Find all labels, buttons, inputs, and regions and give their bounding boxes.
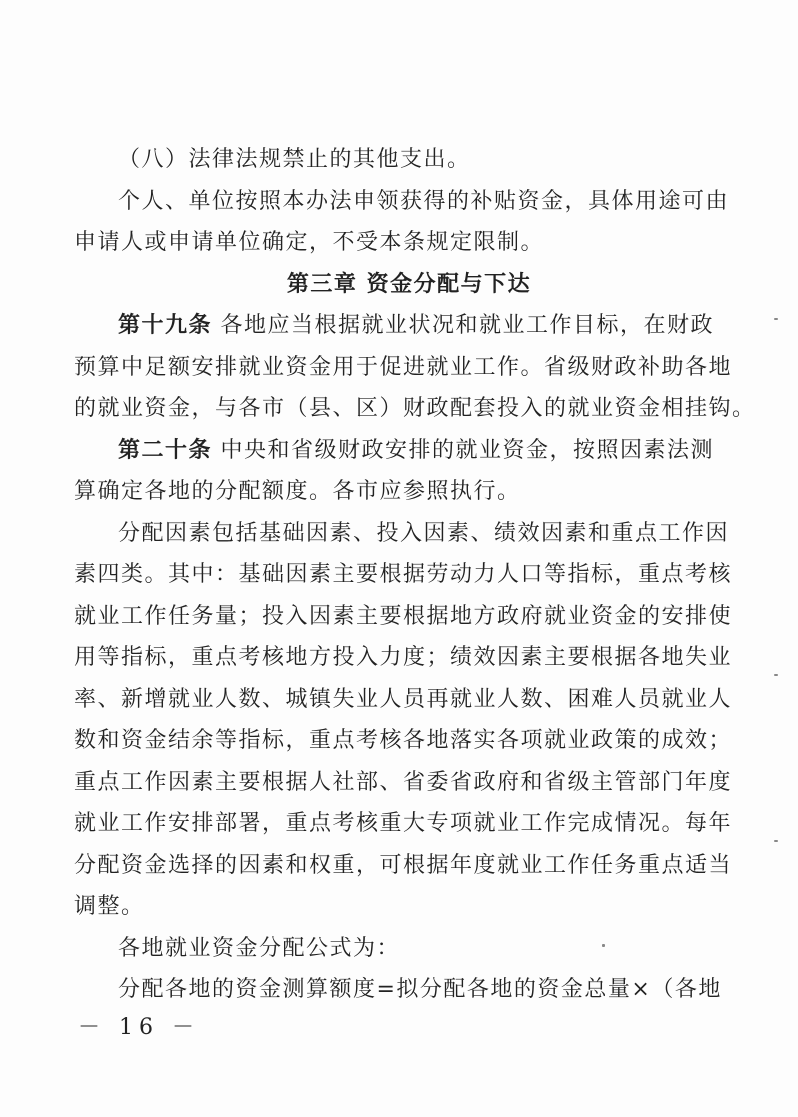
text-line-19: 调整。 [74, 894, 145, 919]
text-line-13: 用等指标，重点考核地方投入力度；绩效因素主要根据各地失业 [74, 645, 733, 670]
text-line-1: （八）法律法规禁止的其他支出。 [118, 147, 471, 172]
article-19-text: 各地应当根据就业状况和就业工作目标，在财政 [212, 313, 715, 338]
text-line-6: 预算中足额安排就业资金用于促进就业工作。省级财政补助各地 [74, 354, 733, 380]
article-20-title: 第二十条 [118, 437, 213, 463]
text-line-12: 就业工作任务量；投入因素主要根据地方政府就业资金的安排使 [74, 603, 733, 629]
scan-speck-3 [774, 840, 778, 842]
scan-speck-4 [602, 944, 605, 947]
text-line-15: 数和资金结余等指标，重点考核各地落实各项就业政策的成效； [74, 728, 733, 753]
article-20-line-1 [118, 430, 715, 472]
chapter-heading: 第三章 资金分配与下达 [286, 271, 532, 297]
text-line-3: 申请人或申请单位确定，不受本条规定限制。 [74, 230, 545, 255]
text-line-21: 分配各地的资金测算额度=拟分配各地的资金总量×（各地 [118, 977, 722, 1002]
text-line-14: 率、新增就业人数、城镇失业人员再就业人数、困难人员就业人 [74, 686, 733, 712]
page-number: － 16 － [78, 1015, 200, 1040]
article-20-text: 中央和省级财政安排的就业资金，按照因素法测 [212, 437, 715, 463]
text-line-18: 分配资金选择的因素和权重，可根据年度就业工作任务重点适当 [74, 852, 733, 878]
article-19-title: 第十九条 [118, 313, 213, 338]
text-line-11: 素四类。其中：基础因素主要根据劳动力人口等指标，重点考核 [74, 562, 733, 587]
text-line-20: 各地就业资金分配公式为： [118, 935, 401, 961]
text-line-9: 算确定各地的分配额度。各市应参照执行。 [74, 479, 521, 504]
document-body [74, 139, 756, 1011]
text-line-17: 就业工作安排部署，重点考核重大专项就业工作完成情况。每年 [74, 811, 733, 836]
scan-speck-1 [774, 318, 778, 320]
text-line-2: 个人、单位按照本办法申领获得的补贴资金，具体用途可由 [118, 188, 730, 214]
article-19-line-1 [118, 305, 715, 347]
scan-speck-2 [774, 674, 778, 676]
text-line-16: 重点工作因素主要根据人社部、省委省政府和省级主管部门年度 [74, 769, 733, 795]
text-line-10: 分配因素包括基础因素、投入因素、绩效因素和重点工作因 [118, 520, 730, 546]
text-line-7: 的就业资金，与各市（县、区）财政配套投入的就业资金相挂钩。 [74, 396, 756, 421]
